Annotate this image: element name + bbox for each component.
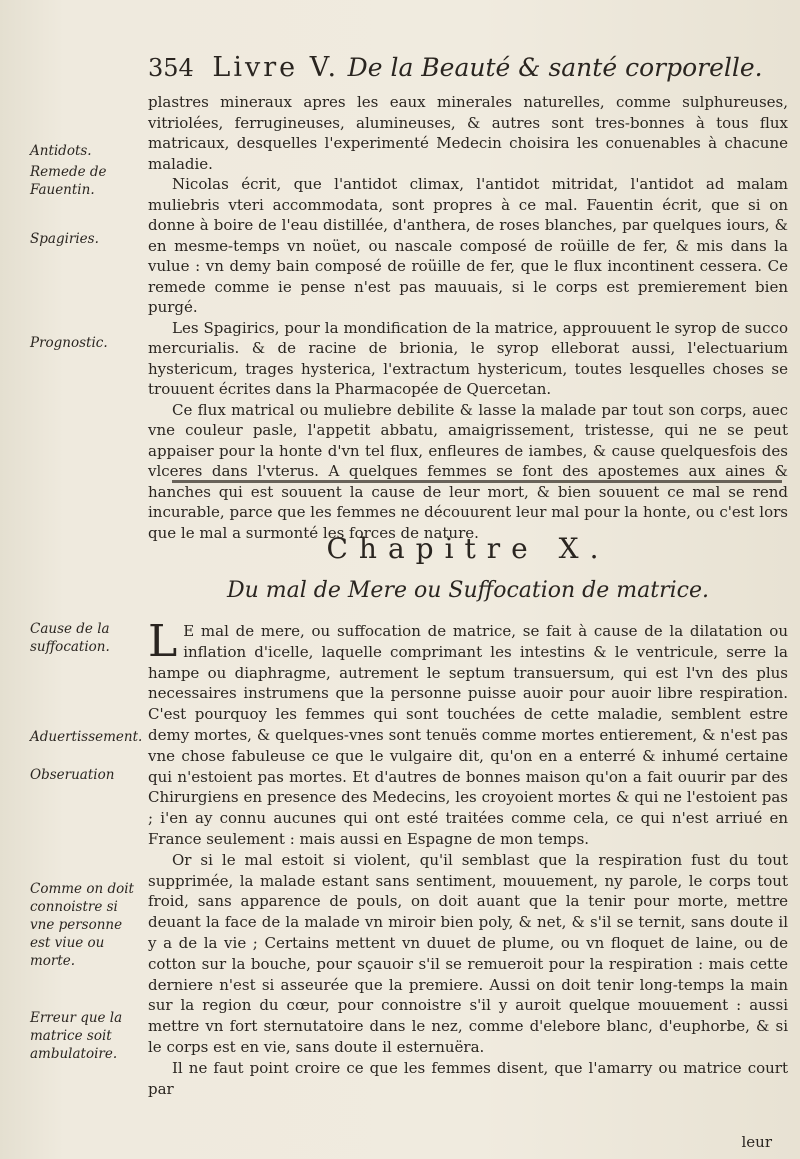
- running-title: De la Beauté & santé corporelle.: [347, 53, 763, 82]
- margin-note: Aduertissement.: [30, 729, 143, 745]
- section-rule: [172, 480, 782, 483]
- paragraph: Les Spagirics, pour la mondification de la matrice, approuuent le syrop de succo mercurialis. & de racine de brionia, le syrop elleborat aussi, l'electuarium hystericum, trages hysterica, l'extractum hystericum, toutes lesquelles choses se trouuent écrites dans la Pharmacopée de Quercetan.: [148, 318, 788, 398]
- catchword: leur: [741, 1133, 772, 1151]
- margin-note: Remede de Fauentin.: [30, 164, 107, 198]
- page-number: 354: [148, 54, 194, 82]
- margin-note: Prognostic.: [30, 335, 108, 351]
- paragraph: Il ne faut point croire ce que les femmes disent, que l'amarry ou matrice court par: [148, 1058, 788, 1098]
- chapter-heading: Chapitre X.: [326, 532, 610, 565]
- top-text-block: [148, 92, 788, 543]
- drop-cap: L: [148, 616, 178, 667]
- running-header: [148, 48, 788, 88]
- paragraph: Nicolas écrit, que l'antidot climax, l'antidot mitridat, l'antidot ad malam muliebris vteri accommodata, sont propres à ce mal. Fauentin écrit, que si on donne à boire de l'eau distillée, d'anthera, de roses blanches, par quelques iours, & en mesme-temps vn noüet, ou nascale composé de roüille de fer, & mis dans la vulue : vn demy bain composé de roüille de fer, que le flux incontinent cessera. Ce remede comme ie pense n'est pas mauuais, si le corps est premierement bien purgé.: [148, 175, 788, 316]
- paragraph: Or si le mal estoit si violent, qu'il semblast que la respiration fust du tout supprimée, la malade estant sans sentiment, mouuement, ny parole, le corps tout froid, sans apparence de pouls, on doit auant que la tenir pour morte, mettre deuant la face de la malade vn miroir bien poly, & net, & s'il se ternit, sans doute il y a de la vie ; Certains mettent vn duuet de plume, ou vn floquet de laine, ou de cotton sur la bouche, pour sçauoir s'il se remueroit pour la respiration : mais cette derniere n'est si asseurée que la premiere. Aussi on doit tenir long-temps la main sur la region du cœur, pour connoistre s'il y auroit quelque mouuement : aussi mettre vn fort sternutatoire dans le nez, comme d'elebore blanc, d'euphorbe, & si le corps est en vie, sans doute il esternuëra.: [148, 850, 788, 1056]
- paragraph: L E mal de mere, ou suffocation de matrice, se fait à cause de la dilatation ou inflation d'icelle, laquelle comprimant les intestins & le ventricule, serre la hampe ou diaphragme, autrement le septum transuersum, qui est l'vn des plus necessaires instrumens que la personne puisse auoir pour auoir libre respiration. C'est pourquoy les femmes qui sont touchées de cette maladie, semblent estre demy mortes, & quelques-vnes sont tenuës comme mortes entierement, & n'est pas vne chose fabuleuse ce que le vulgaire dit, qu'on en a enterré & inhumé certaine qui n'estoient pas mortes. Et d'autres de bonnes maison qu'on a fait ouurir par des Chirurgiens en presence des Medecins, les croyoient mortes & qui ne l'estoient pas ; i'en ay connu aucunes qui ont esté traitées comme cela, ce qui n'est arriué en France seulement : mais aussi en Espagne de mon temps.: [148, 616, 788, 848]
- margin-note: Obseruation: [30, 767, 115, 783]
- margin-note: Erreur que la matrice soit ambulatoire.: [30, 1010, 123, 1062]
- book-number: Livre V.: [212, 52, 340, 83]
- margin-note: Comme on doit connoistre si vne personne est viue ou morte.: [30, 881, 134, 969]
- paragraph: Ce flux matrical ou muliebre debilite & lasse la malade par tout son corps, auec vne couleur pasle, l'appetit abbatu, amaigrissement, tristesse, qui ne se peut appaiser pour la honte d'vn tel flux, enfleures de iambes, & cause quelquesfois des vlceres dans l'vterus. A quelques femmes se font des apostemes aux aines & hanches qui est souuent la cause de leur mort, & bien souuent ce mal se rend incurable, parce que les femmes ne découurent leur mal pour la honte, ou c'est lors que le mal a surmonté les forces de nature.: [148, 400, 788, 542]
- chapter-text-block: [148, 616, 788, 1099]
- margin-note: Antidots.: [30, 143, 92, 159]
- paragraph: plastres mineraux apres les eaux minerales naturelles, comme sulphureuses, vitriolées, ferrugineuses, alumineuses, & autres sont tres-bonnes à tous flux matricaux, desquelles l'experimenté Medecin choisira les conuenables à chacune maladie.: [148, 93, 788, 173]
- chapter-subtitle: Du mal de Mere ou Suffocation de matrice.: [227, 578, 709, 603]
- margin-note: Spagiries.: [30, 231, 99, 247]
- margin-note: Cause de la suffocation.: [30, 621, 110, 655]
